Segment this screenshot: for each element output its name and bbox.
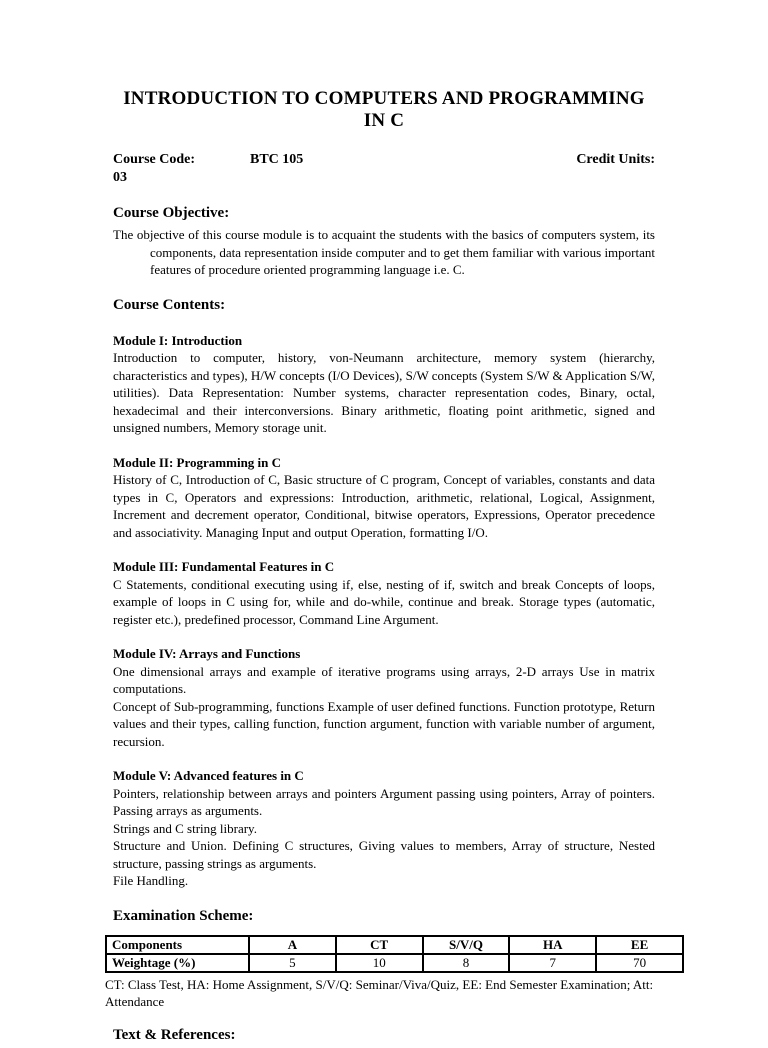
- module-2: [113, 454, 655, 542]
- module-5-paragraph: Pointers, relationship between arrays and pointers Argument passing using pointers, Array of pointers. Passing arrays as arguments.: [113, 785, 655, 818]
- examination-footnote: CT: Class Test, HA: Home Assignment, S/V/Q: Seminar/Viva/Quiz, EE: End Semester Examination; Att: Attendance: [105, 976, 654, 1009]
- table-data-cell: 5: [249, 954, 336, 972]
- references-heading: Text & References:: [113, 1026, 236, 1043]
- examination-heading: Examination Scheme:: [113, 907, 254, 924]
- table-header-cell: CT: [336, 936, 423, 954]
- module-4: [113, 645, 655, 750]
- module-2-paragraph: History of C, Introduction of C, Basic structure of C program, Concept of variables, constants and data types in C, Operators and expressions: Introduction, arithmetic, relational, Logical, Assignment, Increment and decrement operator, Conditional, bitwise operators, Expressions, Operator precedence and associativity. Managing Input and output Operation, formatting I/O.: [113, 472, 655, 540]
- table-data-cell: 70: [596, 954, 683, 972]
- course-code-value: BTC 105: [250, 152, 304, 167]
- course-code-label: Course Code:: [113, 152, 196, 167]
- examination-table: [105, 935, 684, 973]
- module-1-title: Module I: Introduction: [113, 332, 243, 348]
- table-data-cell: 10: [336, 954, 423, 972]
- module-2-title: Module II: Programming in C: [113, 454, 282, 470]
- table-data-cell: 7: [509, 954, 596, 972]
- credit-units-value: 03: [113, 170, 127, 185]
- credit-units-label: Credit Units:: [576, 152, 655, 167]
- module-1: [113, 332, 655, 437]
- module-3: [113, 558, 655, 628]
- module-1-paragraph: Introduction to computer, history, von-Neumann architecture, memory system (hierarchy, characteristics and types), H/W concepts (I/O Devices), S/W concepts (System S/W & Application S/W, utilities). Data Representation: Number systems, character representation codes, Binary, octal, hexadecimal and their interconversions. Binary arithmetic, floating point arithmetic, signed and unsigned numbers, Memory storage unit.: [113, 350, 655, 435]
- table-weightage-row: [106, 954, 683, 972]
- table-row-label: Weightage (%): [106, 954, 249, 972]
- contents-heading: Course Contents:: [113, 296, 226, 313]
- objective-text: The objective of this course module is to acquaint the students with the basics of computers system, its components, data representation inside computer and to get them familiar with various important features of procedure oriented programming language i.e. C.: [113, 227, 655, 277]
- table-header-cell: Components: [106, 936, 249, 954]
- page-title: INTRODUCTION TO COMPUTERS AND PROGRAMMING IN C: [123, 88, 645, 131]
- module-5-title: Module V: Advanced features in C: [113, 768, 304, 783]
- objective-heading: Course Objective:: [113, 205, 230, 221]
- module-5: [113, 767, 655, 890]
- module-4-paragraph: Concept of Sub-programming, functions Example of user defined functions. Function prototype, Return values and their types, calling function, function argument, function with variable number of argument, recursion.: [113, 698, 655, 749]
- module-3-paragraph: C Statements, conditional executing using if, else, nesting of if, switch and break Concepts of loops, example of loops in C using for, while and do-while, continue and break. Storage types (automatic, register etc.), predefined processor, Command Line Argument.: [113, 576, 655, 627]
- table-header-cell: EE: [596, 936, 683, 954]
- table-header-cell: HA: [509, 936, 596, 954]
- module-5-paragraph: Structure and Union. Defining C structures, Giving values to members, Array of structure, Nested structure, passing strings as arguments.: [113, 838, 655, 871]
- module-5-paragraph: File Handling.: [113, 873, 189, 888]
- table-data-cell: 8: [423, 954, 510, 972]
- table-header-cell: A: [249, 936, 336, 954]
- page-content: [105, 0, 655, 1048]
- module-4-title: Module IV: Arrays and Functions: [113, 646, 301, 661]
- module-5-paragraph: Strings and C string library.: [113, 820, 257, 836]
- module-4-paragraph: One dimensional arrays and example of iterative programs using arrays, 2-D arrays Use in matrix computations.: [113, 663, 655, 696]
- module-3-title: Module III: Fundamental Features in C: [113, 559, 335, 574]
- table-header-row: [106, 936, 683, 954]
- table-header-cell: S/V/Q: [423, 936, 510, 954]
- course-header-row: [113, 151, 655, 169]
